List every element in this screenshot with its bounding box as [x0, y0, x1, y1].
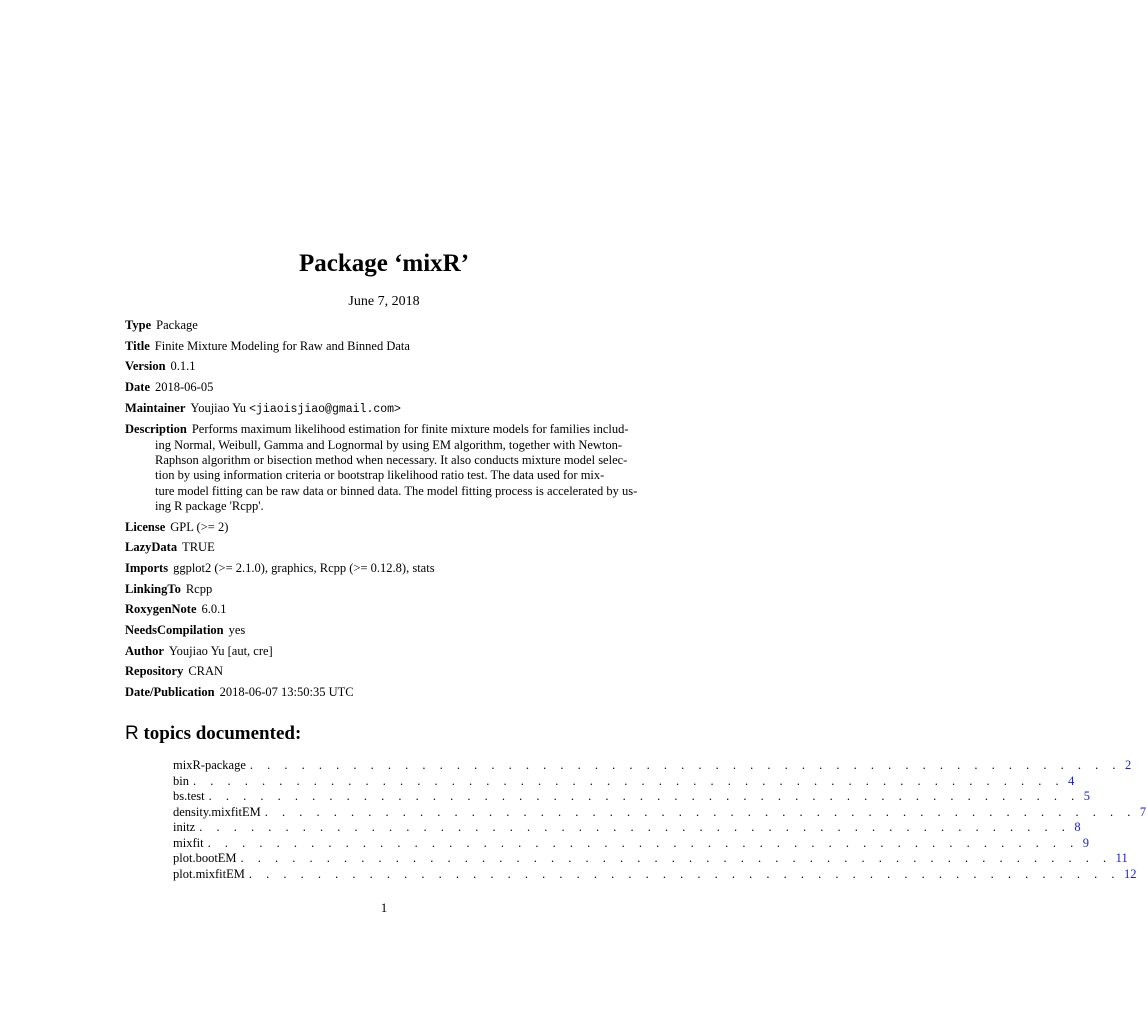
- field-value: yes: [228, 623, 246, 638]
- field-key: Repository: [125, 664, 184, 679]
- field-value: Youjiao Yu [aut, cre]: [168, 643, 273, 658]
- toc-leader-dots: . . . . . . . . . . . . . . . . . . . . . . . . . . . . . . . . . . . . . . . . . . . . . . . . . . .: [240, 851, 1112, 865]
- field-key: License: [125, 519, 166, 534]
- toc-entry[interactable]: [173, 804, 1146, 821]
- field-key: Imports: [125, 560, 169, 575]
- field-maintainer: [125, 401, 641, 417]
- field-value: Rcpp: [185, 581, 213, 596]
- toc-page-link[interactable]: 7: [1139, 804, 1146, 819]
- toc-page-link[interactable]: 2: [1125, 758, 1132, 772]
- page-number: 1: [380, 900, 388, 915]
- field-value: ggplot2 (>= 2.1.0), graphics, Rcpp (>= 0.12.8), stats: [173, 560, 435, 575]
- field-key: NeedsCompilation: [125, 623, 224, 638]
- toc-page-link[interactable]: 12: [1124, 866, 1137, 881]
- field-value: 6.0.1: [201, 602, 227, 617]
- toc-leader-dots: . . . . . . . . . . . . . . . . . . . . . . . . . . . . . . . . . . . . . . . . . . . . . . . . . . .: [192, 773, 1065, 788]
- field-linkingto: [125, 582, 641, 597]
- toc-entry-name: bs.test: [173, 789, 205, 803]
- field-repository: [125, 664, 641, 679]
- toc-entry-name: density.mixfitEM: [173, 804, 261, 819]
- section-heading: [125, 723, 301, 745]
- table-of-contents: [173, 758, 1146, 882]
- description-line: Raphson algorithm or bisection method when necessary. It also conducts mixture model selec-: [155, 453, 628, 468]
- field-type: [125, 318, 641, 333]
- field-value: 2018-06-05: [155, 380, 214, 395]
- field-author: [125, 644, 641, 659]
- toc-leader-dots: . . . . . . . . . . . . . . . . . . . . . . . . . . . . . . . . . . . . . . . . . . . . . . . . . . .: [199, 820, 1071, 834]
- field-value: TRUE: [182, 540, 215, 555]
- toc-entry-name: initz: [173, 820, 196, 834]
- toc-page-link[interactable]: 8: [1074, 820, 1081, 834]
- field-roxygennote: [125, 602, 641, 617]
- field-key: Title: [125, 338, 150, 353]
- field-description: [125, 422, 641, 514]
- toc-entry-name: plot.bootEM: [173, 851, 237, 865]
- toc-entry[interactable]: [173, 758, 1132, 774]
- description-text: Performs maximum likelihood estimation for finite mixture models for families includ-: [191, 422, 629, 437]
- field-value: 2018-06-07 13:50:35 UTC: [219, 685, 354, 700]
- toc-leader-dots: . . . . . . . . . . . . . . . . . . . . . . . . . . . . . . . . . . . . . . . . . . . . . . . . . . .: [208, 789, 1080, 803]
- package-date: June 7, 2018: [348, 294, 420, 309]
- maintainer-email: <jiaoisjiao@gmail.com>: [249, 402, 401, 416]
- toc-leader-dots: . . . . . . . . . . . . . . . . . . . . . . . . . . . . . . . . . . . . . . . . . . . . . . . . . . .: [248, 866, 1120, 881]
- field-imports: [125, 561, 641, 576]
- toc-entry[interactable]: [173, 835, 1089, 852]
- field-key: LazyData: [125, 540, 178, 555]
- section-heading-text: topics documented:: [138, 723, 302, 744]
- description-line: ing R package 'Rcpp'.: [155, 498, 264, 513]
- toc-entry[interactable]: [173, 851, 1128, 867]
- field-value: Finite Mixture Modeling for Raw and Binned Data: [154, 338, 410, 353]
- field-license: [125, 520, 641, 535]
- description-line: ture model fitting can be raw data or binned data. The model fitting process is accelerated by us-: [155, 483, 638, 498]
- toc-leader-dots: . . . . . . . . . . . . . . . . . . . . . . . . . . . . . . . . . . . . . . . . . . . . . . . . . . .: [207, 835, 1079, 850]
- toc-leader-dots: . . . . . . . . . . . . . . . . . . . . . . . . . . . . . . . . . . . . . . . . . . . . . . . . . . .: [264, 804, 1136, 819]
- field-lazydata: [125, 540, 641, 555]
- field-key: LinkingTo: [125, 581, 181, 596]
- field-value: CRAN: [188, 664, 224, 679]
- toc-page-link[interactable]: 9: [1082, 835, 1089, 850]
- field-date: [125, 380, 641, 395]
- description-line: ing Normal, Weibull, Gamma and Lognormal by using EM algorithm, together with Newton-: [155, 437, 623, 452]
- toc-page-link[interactable]: 11: [1115, 851, 1128, 865]
- toc-leader-dots: . . . . . . . . . . . . . . . . . . . . . . . . . . . . . . . . . . . . . . . . . . . . . . . . . . .: [249, 758, 1122, 772]
- toc-page-link[interactable]: 4: [1068, 773, 1075, 788]
- toc-entry[interactable]: [173, 820, 1081, 836]
- field-key: Version: [125, 359, 166, 374]
- field-value: 0.1.1: [170, 359, 196, 374]
- field-key: Date: [125, 380, 150, 395]
- toc-entry-name: mixR-package: [173, 758, 246, 772]
- toc-entry[interactable]: [173, 773, 1075, 790]
- field-key: RoxygenNote: [125, 602, 197, 617]
- toc-entry-name: bin: [173, 773, 189, 788]
- toc-entry[interactable]: [173, 866, 1137, 883]
- field-key: Date/Publication: [125, 685, 215, 700]
- field-key: Maintainer: [125, 400, 186, 415]
- field-value: Package: [156, 318, 198, 332]
- toc-entry-name: mixfit: [173, 835, 204, 850]
- maintainer-name: Youjiao Yu: [190, 400, 246, 415]
- r-glyph: R: [125, 723, 139, 744]
- field-key: Type: [125, 318, 152, 332]
- toc-entry-name: plot.mixfitEM: [173, 866, 245, 881]
- description-line: tion by using information criteria or bootstrap likelihood ratio test. The data used for mix-: [155, 468, 605, 483]
- description-line: [125, 422, 641, 437]
- field-title: [125, 339, 641, 354]
- toc-entry[interactable]: [173, 789, 1090, 805]
- toc-page-link[interactable]: 5: [1083, 789, 1090, 803]
- field-key: Description: [125, 422, 187, 437]
- field-value: GPL (>= 2): [170, 519, 229, 534]
- field-key: Author: [125, 643, 164, 658]
- description-fields: [125, 318, 641, 706]
- field-date-publication: [125, 685, 641, 700]
- package-title: Package ‘mixR’: [298, 250, 470, 277]
- field-needscompilation: [125, 623, 641, 638]
- field-version: [125, 359, 641, 374]
